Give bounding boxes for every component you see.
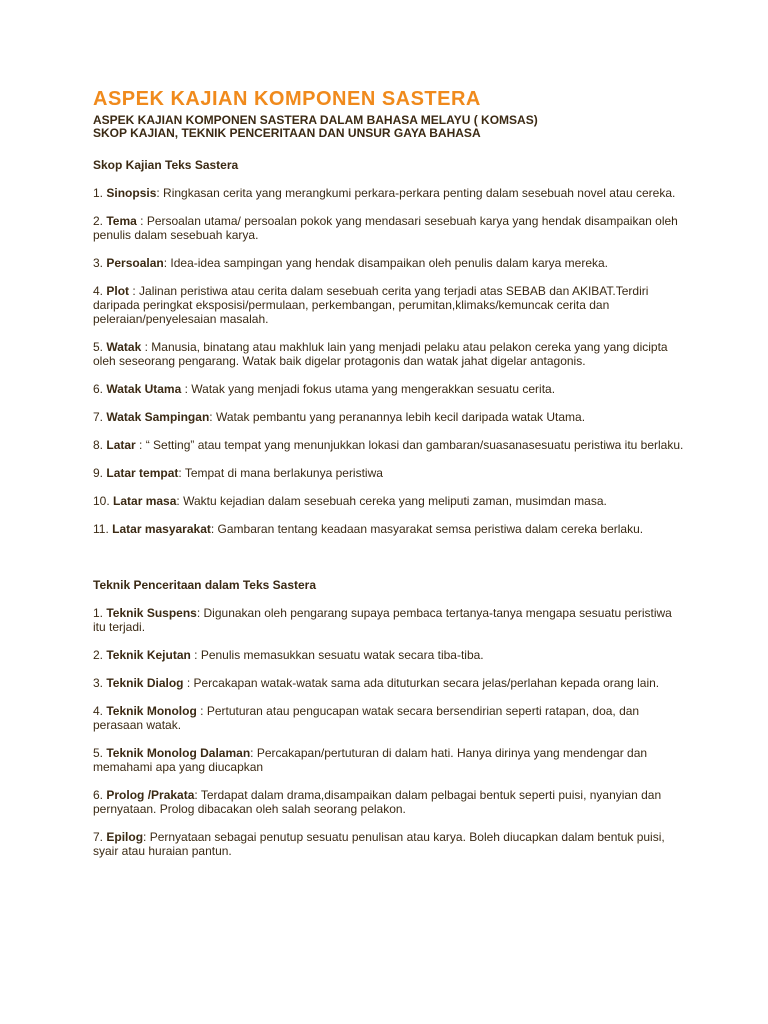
skop-item — [93, 186, 693, 200]
item-number: 4. — [93, 284, 104, 298]
item-number: 2. — [93, 648, 104, 662]
teknik-item — [93, 788, 693, 816]
item-definition: : Tempat di mana berlakunya peristiwa — [178, 466, 383, 480]
item-term: Watak Utama — [106, 382, 182, 396]
item-definition: : Digunakan oleh pengarang supaya pembaca tertanya-tanya mengapa sesuatu peristiwa itu terjadi. — [93, 606, 672, 634]
item-number: 10. — [93, 494, 110, 508]
item-term: Tema — [106, 214, 137, 228]
item-term: Latar masyarakat — [112, 522, 211, 536]
teknik-item — [93, 676, 693, 690]
item-term: Latar — [106, 438, 136, 452]
item-definition: : Pertuturan atau pengucapan watak secara bersendirian seperti ratapan, doa, dan perasaan watak. — [93, 704, 640, 732]
teknik-list — [93, 606, 693, 858]
item-definition: : Penulis memasukkan sesuatu watak secara tiba-tiba. — [190, 648, 484, 662]
skop-item — [93, 466, 693, 480]
item-definition: : Gambaran tentang keadaan masyarakat semsa peristiwa dalam cereka berlaku. — [210, 522, 644, 536]
item-term: Teknik Suspens — [106, 606, 197, 620]
item-term: Teknik Monolog — [106, 704, 197, 718]
item-definition: : Manusia, binatang atau makhluk lain yang menjadi pelaku atau pelakon cereka yang yang dicipta oleh seseorang pengarang. Watak baik digelar protagonis dan watak jahat digelar antagonis. — [93, 340, 668, 368]
teknik-item — [93, 704, 693, 732]
item-number: 5. — [93, 340, 104, 354]
item-term: Latar masa — [113, 494, 177, 508]
skop-item — [93, 494, 693, 508]
skop-item — [93, 256, 693, 270]
item-term: Teknik Monolog Dalaman — [106, 746, 251, 760]
page-title: ASPEK KAJIAN KOMPONEN SASTERA — [93, 88, 481, 110]
teknik-item — [93, 830, 693, 858]
item-number: 6. — [93, 788, 104, 802]
document-page — [93, 88, 693, 858]
item-number: 4. — [93, 704, 104, 718]
item-number: 7. — [93, 410, 104, 424]
skop-item — [93, 214, 693, 242]
item-term: Teknik Dialog — [106, 676, 184, 690]
skop-item — [93, 382, 693, 396]
item-definition: : Idea-idea sampingan yang hendak disampaikan oleh penulis dalam karya mereka. — [163, 256, 609, 270]
item-definition: : Terdapat dalam drama,disampaikan dalam pelbagai bentuk seperti puisi, nyanyian dan pernyataan. Prolog dibacakan oleh salah seorang pelakon. — [93, 788, 662, 816]
subtitle-line-2: SKOP KAJIAN, TEKNIK PENCERITAAN DAN UNSUR GAYA BAHASA — [93, 126, 481, 140]
item-term: Prolog /Prakata — [106, 788, 195, 802]
skop-item — [93, 284, 693, 326]
item-term: Sinopsis — [106, 186, 157, 200]
item-definition: : Pernyataan sebagai penutup sesuatu penulisan atau karya. Boleh diucapkan dalam bentuk puisi, syair atau huraian pantun. — [93, 830, 665, 858]
item-definition: : Watak yang menjadi fokus utama yang mengerakkan sesuatu cerita. — [181, 382, 556, 396]
item-number: 11. — [93, 522, 109, 536]
item-number: 5. — [93, 746, 104, 760]
skop-item — [93, 340, 693, 368]
section-heading-teknik: Teknik Penceritaan dalam Teks Sastera — [93, 578, 317, 592]
item-number: 3. — [93, 676, 104, 690]
item-definition: : Watak pembantu yang peranannya lebih kecil daripada watak Utama. — [209, 410, 586, 424]
teknik-item — [93, 606, 693, 634]
item-number: 9. — [93, 466, 104, 480]
item-term: Latar tempat — [106, 466, 179, 480]
item-number: 1. — [93, 606, 104, 620]
item-term: Epilog — [106, 830, 144, 844]
item-term: Teknik Kejutan — [106, 648, 191, 662]
teknik-item — [93, 746, 693, 774]
item-number: 6. — [93, 382, 104, 396]
item-term: Persoalan — [106, 256, 164, 270]
teknik-item — [93, 648, 693, 662]
item-definition: : Persoalan utama/ persoalan pokok yang mendasari sesebuah karya yang hendak disampaikan oleh penulis dalam sesebuah karya. — [93, 214, 678, 242]
skop-item — [93, 410, 693, 424]
skop-list — [93, 186, 693, 536]
item-definition: : Waktu kejadian dalam sesebuah cereka yang meliputi zaman, musimdan masa. — [176, 494, 607, 508]
item-definition: : Jalinan peristiwa atau cerita dalam sesebuah cerita yang terjadi atas SEBAB dan AKIBAT.Terdiri daripada peringkat eksposisi/permulaan, perkembangan, perumitan,klimaks/kemuncak cerita dan peleraian/penyelesaian masalah. — [93, 284, 649, 326]
item-number: 2. — [93, 214, 104, 228]
item-term: Plot — [106, 284, 130, 298]
skop-item — [93, 438, 693, 452]
item-definition: : Ringkasan cerita yang merangkumi perkara-perkara penting dalam sesebuah novel atau cereka. — [156, 186, 676, 200]
item-term: Watak Sampingan — [106, 410, 210, 424]
section-heading-skop: Skop Kajian Teks Sastera — [93, 158, 239, 172]
item-definition: : Percakapan watak-watak sama ada dituturkan secara jelas/perlahan kepada orang lain. — [183, 676, 660, 690]
item-number: 7. — [93, 830, 104, 844]
skop-item — [93, 522, 693, 536]
item-definition: : Percakapan/pertuturan di dalam hati. Hanya dirinya yang mendengar dan memahami apa yang diucapkan — [93, 746, 648, 774]
item-definition: : “ Setting” atau tempat yang menunjukkan lokasi dan gambaran/suasanasesuatu peristiwa itu berlaku. — [135, 438, 684, 452]
subtitle-line-1: ASPEK KAJIAN KOMPONEN SASTERA DALAM BAHASA MELAYU ( KOMSAS) — [93, 113, 538, 127]
item-number: 1. — [93, 186, 104, 200]
item-number: 8. — [93, 438, 104, 452]
item-number: 3. — [93, 256, 104, 270]
item-term: Watak — [106, 340, 142, 354]
